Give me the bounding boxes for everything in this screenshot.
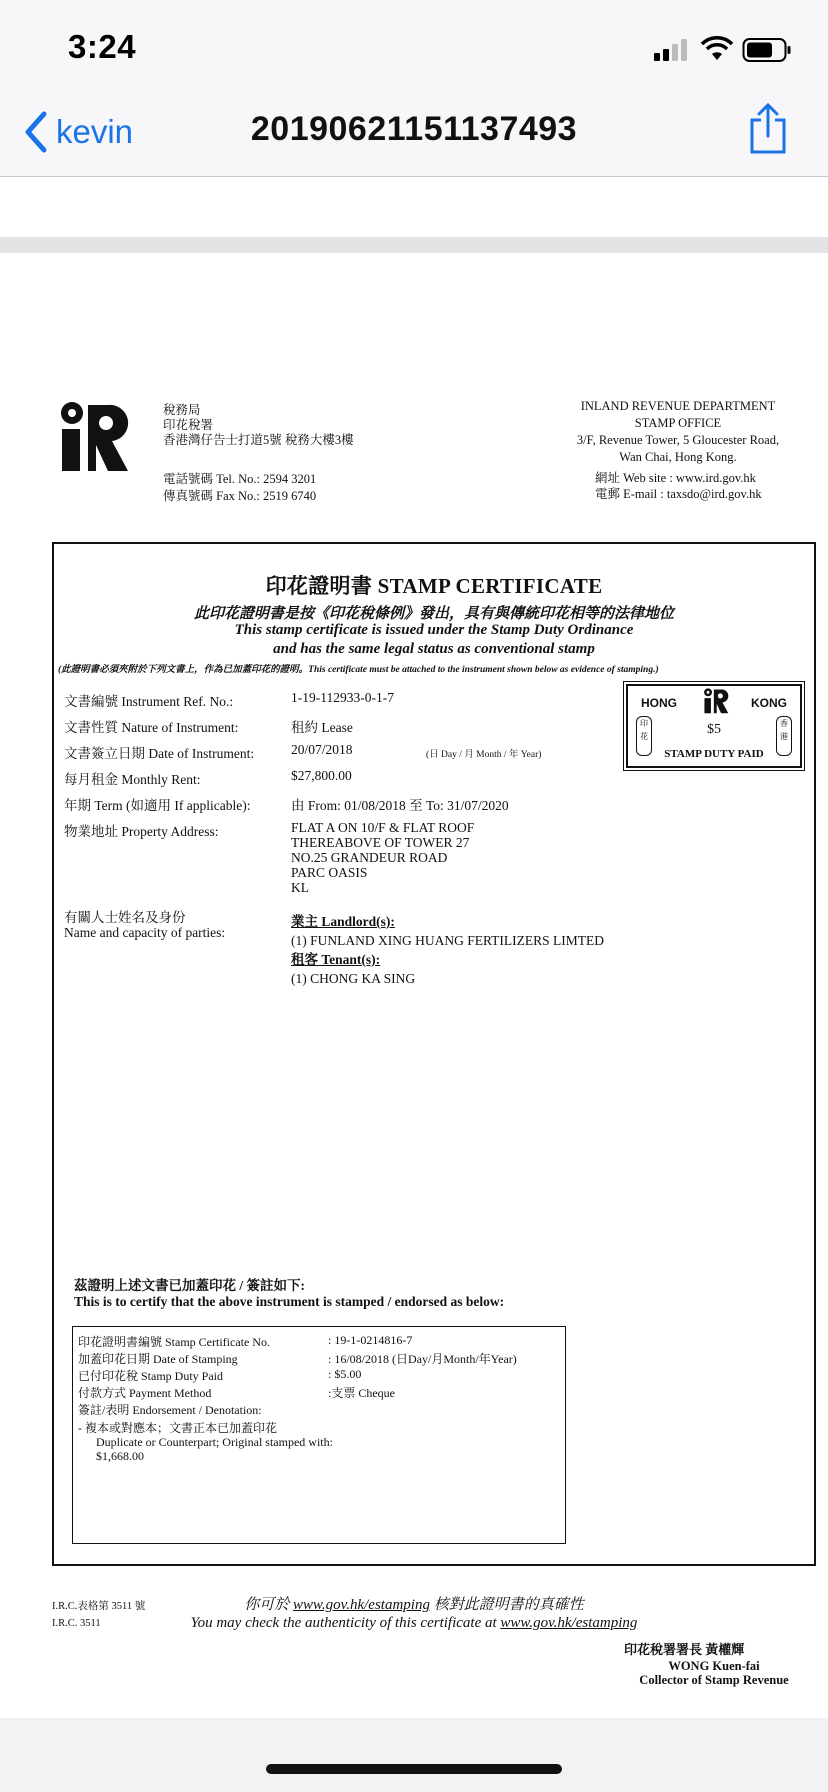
- certify-cn: 茲證明上述文書已加蓋印花 / 簽註如下:: [74, 1278, 305, 1293]
- tenant-name: (1) CHONG KA SING: [291, 971, 416, 986]
- address-line: 3/F, Revenue Tower, 5 Gloucester Road,: [576, 433, 780, 447]
- rent-value: $27,800.00: [291, 768, 352, 783]
- rent-label: 每月租金 Monthly Rent:: [64, 772, 201, 787]
- ref-no-label: 文書編號 Instrument Ref. No.:: [64, 694, 234, 709]
- parties-label: [64, 910, 225, 940]
- navigation-bar: [0, 96, 828, 177]
- page-divider: [0, 237, 828, 253]
- stamp-side-right: 香港: [776, 716, 792, 756]
- certify-en: This is to certify that the above instrument is stamped / endorsed as below:: [74, 1294, 505, 1309]
- endorsement-amount: $1,668.00: [96, 1449, 144, 1463]
- address-line: 香港灣仔告士打道5號 稅務大樓3樓: [163, 433, 354, 447]
- address-line: STAMP OFFICE: [634, 416, 722, 430]
- toolbar-spacer: [0, 177, 828, 237]
- collector-name: WONG Kuen-fai: [668, 1659, 760, 1673]
- form-number-cn: I.R.C.表格第 3511 號: [52, 1601, 146, 1612]
- email: 電郵 E-mail : taxsdo@ird.gov.hk: [595, 487, 762, 501]
- fax-number: 傳真號碼 Fax No.: 2519 6740: [163, 489, 317, 503]
- ird-logo-icon: [58, 401, 130, 473]
- address-line: KL: [291, 880, 309, 895]
- tel-number: 電話號碼 Tel. No.: 2594 3201: [163, 472, 317, 486]
- stamping-details-box: [72, 1326, 566, 1544]
- stamp-amount: $5: [707, 722, 721, 737]
- endorsement-line: - 複本或對應本；文書正本已加蓋印花: [78, 1421, 277, 1435]
- endorsement-line: Duplicate or Counterpart; Original stamped with:: [96, 1435, 333, 1449]
- ref-no-value: 1-19-112933-0-1-7: [291, 690, 394, 705]
- status-time: 3:24: [68, 28, 137, 65]
- term-label: 年期 Term (如適用 If applicable):: [64, 798, 251, 813]
- verify-text: 你可於: [244, 1597, 294, 1613]
- certificate-subtitle-en-1: This stamp certificate is issued under the Stamp Duty Ordinance: [234, 622, 634, 638]
- status-bar: [0, 0, 828, 96]
- collector-signature-block: [614, 1659, 814, 1687]
- nature-value: 租約 Lease: [291, 720, 353, 735]
- verify-text: 核對此證明書的真確性: [429, 1597, 584, 1613]
- address-line: Wan Chai, Hong Kong.: [619, 450, 737, 464]
- stamp-duty-paid-seal: [626, 684, 802, 768]
- estamping-link[interactable]: www.gov.hk/estamping: [500, 1615, 638, 1631]
- certificate-subtitle-en-2: and has the same legal status as conventional stamp: [273, 641, 595, 657]
- cellular-signal-icon: [652, 38, 692, 62]
- website: 網址 Web site : www.ird.gov.hk: [595, 471, 756, 485]
- address-line: 稅務局: [163, 403, 201, 417]
- address-line: 印花稅署: [163, 418, 214, 432]
- home-indicator[interactable]: [266, 1764, 562, 1774]
- stamp-hong: HONG: [641, 696, 677, 710]
- date-format-note: (日 Day / 月 Month / 年 Year): [426, 750, 542, 760]
- term-value: 由 From: 01/08/2018 至 To: 31/07/2020: [291, 798, 509, 813]
- battery-icon: [742, 37, 792, 63]
- parties-label-cn: 有關人士姓名及身份: [64, 910, 186, 925]
- endorsement-label: 簽註/表明 Endorsement / Denotation:: [78, 1403, 262, 1417]
- landlord-name: (1) FUNLAND XING HUANG FERTILIZERS LIMTED: [291, 933, 605, 948]
- stamp-paid-label: STAMP DUTY PAID: [664, 748, 764, 760]
- share-icon[interactable]: [748, 102, 788, 156]
- verify-note-cn: [0, 1593, 828, 1614]
- estamping-link[interactable]: www.gov.hk/estamping: [293, 1597, 430, 1613]
- ird-phone-numbers: [163, 471, 316, 505]
- document-title: 20190621151137493: [250, 110, 578, 148]
- payment-method-label: 付款方式 Payment Method: [78, 1386, 212, 1400]
- form-number-en: I.R.C. 3511: [52, 1618, 101, 1629]
- collector-name-cn: 印花稅署署長 黃權輝: [624, 1642, 745, 1657]
- stamping-date-label: 加蓋印花日期 Date of Stamping: [78, 1352, 238, 1366]
- payment-method-value: :支票 Cheque: [328, 1386, 395, 1400]
- back-label: kevin: [56, 113, 134, 150]
- parties: [291, 912, 604, 988]
- parties-label-en: Name and capacity of parties:: [64, 925, 226, 940]
- address-label: 物業地址 Property Address:: [64, 824, 219, 839]
- collector-title: Collector of Stamp Revenue: [639, 1673, 789, 1687]
- duty-paid-label: 已付印花稅 Stamp Duty Paid: [78, 1369, 224, 1383]
- nature-label: 文書性質 Nature of Instrument:: [64, 720, 239, 735]
- address-line: THEREABOVE OF TOWER 27: [291, 835, 470, 850]
- ird-contact: [595, 470, 762, 502]
- address-line: PARC OASIS: [291, 865, 368, 880]
- stamp-kong: KONG: [751, 696, 787, 710]
- date-label: 文書簽立日期 Date of Instrument:: [64, 746, 255, 761]
- cert-no-label: 印花證明書編號 Stamp Certificate No.: [78, 1335, 270, 1349]
- address-line: NO.25 GRANDEUR ROAD: [291, 850, 448, 865]
- ird-chinese-address: [163, 403, 354, 448]
- stamp-side-left: 印花: [636, 716, 652, 756]
- certificate-title: 印花證明書 STAMP CERTIFICATE: [265, 574, 603, 598]
- address-line: FLAT A ON 10/F & FLAT ROOF: [291, 820, 475, 835]
- property-address: [291, 820, 474, 895]
- landlord-heading: 業主 Landlord(s):: [291, 914, 395, 929]
- verify-note-en: [0, 1615, 828, 1632]
- ird-logo-small-icon: [703, 688, 729, 714]
- address-line: INLAND REVENUE DEPARTMENT: [580, 399, 776, 413]
- date-value: 20/07/2018: [291, 742, 353, 757]
- duty-paid-value: : $5.00: [328, 1367, 362, 1381]
- ird-english-address: [563, 398, 793, 466]
- stamping-date-value: : 16/08/2018 (日Day/月Month/年Year): [328, 1352, 517, 1366]
- cert-no-value: : 19-1-0214816-7: [328, 1333, 413, 1347]
- certificate-note: (此證明書必須夾附於下列文書上，作為已加蓋印花的證明。This certificate must be attached to the instrument shown below as evidence of stamping.): [58, 665, 659, 675]
- wifi-icon: [700, 36, 734, 62]
- endorsement-text: [78, 1421, 333, 1463]
- verify-text: You may check the authenticity of this certificate at: [190, 1615, 501, 1631]
- document-page[interactable]: [0, 253, 828, 1718]
- tenant-heading: 租客 Tenant(s):: [291, 952, 381, 967]
- certificate-subtitle-cn: 此印花證明書是按《印花稅條例》發出，具有與傳統印花相等的法律地位: [193, 606, 674, 622]
